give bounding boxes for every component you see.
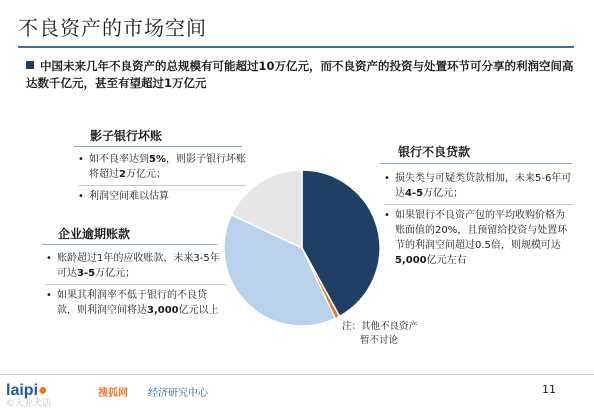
pie-chart (222, 168, 382, 328)
list-item: • 利润空间难以估算 (78, 191, 169, 202)
shadow-bank-divider (74, 146, 242, 147)
page-number: 11 (542, 383, 556, 396)
bullet-icon: • (46, 253, 52, 264)
bullet-icon: • (384, 210, 390, 221)
note-line-1: 注：其他不良资产 (342, 321, 419, 332)
bullet-icon: • (78, 191, 84, 202)
list-item: • 如果银行不良资产包的平均收购价格为账面值的20%，且预留给投资与处置环节的利润空间超过0.5倍，则规模可达5,000亿元左右 (384, 210, 568, 266)
list-item: • 账龄超过1年的应收账款，未来3-5年可达3-5万亿元； (46, 253, 220, 279)
shadow-bank-list (78, 152, 246, 204)
list-item: • 如不良率达到5%，则影子银行坏账将超过2万亿元； (78, 154, 246, 180)
corp-overdue-divider (42, 244, 217, 245)
bank-npl-divider (380, 163, 572, 164)
bullet-icon: • (78, 154, 84, 165)
list-divider (46, 284, 226, 285)
list-divider (384, 204, 574, 205)
footer-divider (0, 374, 594, 375)
bank-npl-list (384, 171, 574, 268)
footer-center-text: 经济研究中心 (148, 388, 208, 399)
corp-overdue-list (46, 251, 226, 318)
logo: laipi● (6, 382, 48, 399)
list-item: • 如果其利润率不低于银行的不良贷款，则利润空间将达3,000亿元以上 (46, 290, 219, 316)
logo-dot-icon: ● (38, 382, 48, 399)
logo-brand: 搜狐网 (98, 388, 128, 399)
title-divider (18, 46, 574, 48)
watermark: ©大业大话 (6, 399, 52, 409)
bullet-icon: • (384, 173, 390, 184)
list-item: • 损失类与可疑类贷款相加，未来5-6年可达4-5万亿元； (384, 173, 572, 199)
list-divider (78, 185, 246, 186)
shadow-bank-title: 影子银行坏账 (90, 129, 163, 143)
bank-npl-title: 银行不良贷款 (398, 145, 471, 159)
intro-text: 中国未来几年不良资产的总规模有可能超过10万亿元，而不良资产的投资与处置环节可分享的利润空间高达数千亿元，甚至有望超过1万亿元 (26, 59, 574, 90)
page-title: 不良资产的市场空间 (18, 16, 207, 40)
square-bullet-icon (26, 61, 34, 69)
bullet-icon: • (46, 290, 52, 301)
corp-overdue-title: 企业逾期账款 (58, 227, 131, 241)
note-line-2: 暂不讨论 (360, 335, 399, 346)
intro-paragraph (26, 58, 574, 92)
